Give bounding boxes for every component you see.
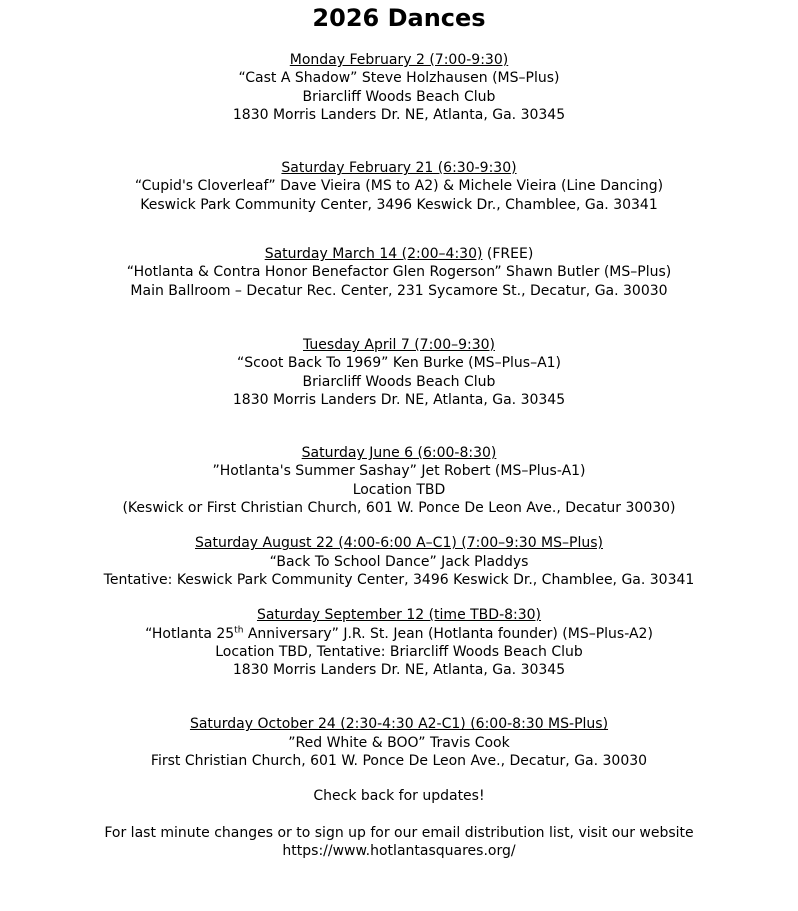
event-heading [0,715,798,733]
event-date: Saturday June 6 (6:00-8:30) [301,445,497,462]
event-date: Saturday October 24 (2:30-4:30 A2-C1) (6:00-8:30 MS-Plus) [189,716,609,733]
event-address: 1830 Morris Landers Dr. NE, Atlanta, Ga. 30345 [232,391,566,408]
footer-url [0,842,798,860]
event-title: ”Hotlanta's Summer Sashay” Jet Robert (MS–Plus-A1) [212,463,586,480]
event-heading [0,606,798,624]
event-heading [0,159,798,177]
event-heading [0,444,798,462]
event-venue: Briarcliff Woods Beach Club [302,88,496,105]
event-saturday-feb-21 [0,159,798,214]
event-title: “Hotlanta & Contra Honor Benefactor Glen Rogerson” Shawn Butler (MS–Plus) [126,264,672,281]
event-date: Saturday August 22 (4:00-6:00 A–C1) (7:00–9:30 MS–Plus) [195,535,603,552]
footer [0,787,798,860]
event-title-suffix: Anniversary” J.R. St. Jean (Hotlanta founder) (MS–Plus-A2) [243,625,653,642]
event-title [0,625,798,643]
event-venue: Keswick Park Community Center, 3496 Keswick Dr., Chamblee, Ga. 30341 [140,196,658,213]
event-date: Saturday March 14 (2:00–4:30) [264,246,483,263]
event-heading [0,534,798,552]
event-venue: First Christian Church, 601 W. Ponce De Leon Ave., Decatur, Ga. 30030 [150,753,648,770]
event-address: (Keswick or First Christian Church, 601 W. Ponce De Leon Ave., Decatur 30030) [122,500,676,517]
event-title-prefix: “Hotlanta 25 [145,625,235,642]
event-saturday-mar-14 [0,245,798,300]
event-heading [0,245,798,263]
event-heading [0,336,798,354]
event-saturday-oct-24 [0,715,798,770]
event-venue: Location TBD, Tentative: Briarcliff Woods Beach Club [215,643,583,660]
event-title: ”Red White & BOO” Travis Cook [288,734,510,751]
event-saturday-aug-22 [0,534,798,589]
event-title: “Scoot Back To 1969” Ken Burke (MS–Plus–A1) [236,355,562,372]
event-date: Saturday September 12 (time TBD-8:30) [256,607,542,624]
event-saturday-jun-6 [0,444,798,517]
event-venue: Briarcliff Woods Beach Club [302,373,496,390]
event-heading [0,51,798,69]
event-heading-suffix: (FREE) [482,246,534,263]
check-back-note: Check back for updates! [313,788,485,805]
event-monday-feb-2 [0,51,798,124]
event-date: Saturday February 21 (6:30-9:30) [281,160,517,177]
event-date: Tuesday April 7 (7:00–9:30) [302,336,495,353]
event-date: Monday February 2 (7:00-9:30) [289,52,509,68]
event-title: “Cast A Shadow” Steve Holzhausen (MS–Plus) [238,70,560,87]
event-tuesday-apr-7 [0,336,798,409]
event-venue: Main Ballroom – Decatur Rec. Center, 231 Sycamore St., Decatur, Ga. 30030 [130,282,668,299]
event-venue: Location TBD [352,481,446,498]
event-title: “Back To School Dance” Jack Pladdys [269,553,529,570]
page [0,3,798,860]
event-address: 1830 Morris Landers Dr. NE, Atlanta, Ga. 30345 [232,106,566,123]
event-saturday-sep-12 [0,606,798,679]
event-title-superscript: th [234,624,244,635]
event-title: “Cupid's Cloverleaf” Dave Vieira (MS to A2) & Michele Vieira (Line Dancing) [134,178,664,195]
event-venue: Tentative: Keswick Park Community Center, 3496 Keswick Dr., Chamblee, Ga. 30341 [103,571,695,588]
event-address: 1830 Morris Landers Dr. NE, Atlanta, Ga. 30345 [232,662,566,679]
website-link[interactable]: https://www.hotlantasquares.org/ [282,842,516,859]
footer-info: For last minute changes or to sign up for our email distribution list, visit our website [104,824,694,841]
page-title: 2026 Dances [312,4,486,32]
